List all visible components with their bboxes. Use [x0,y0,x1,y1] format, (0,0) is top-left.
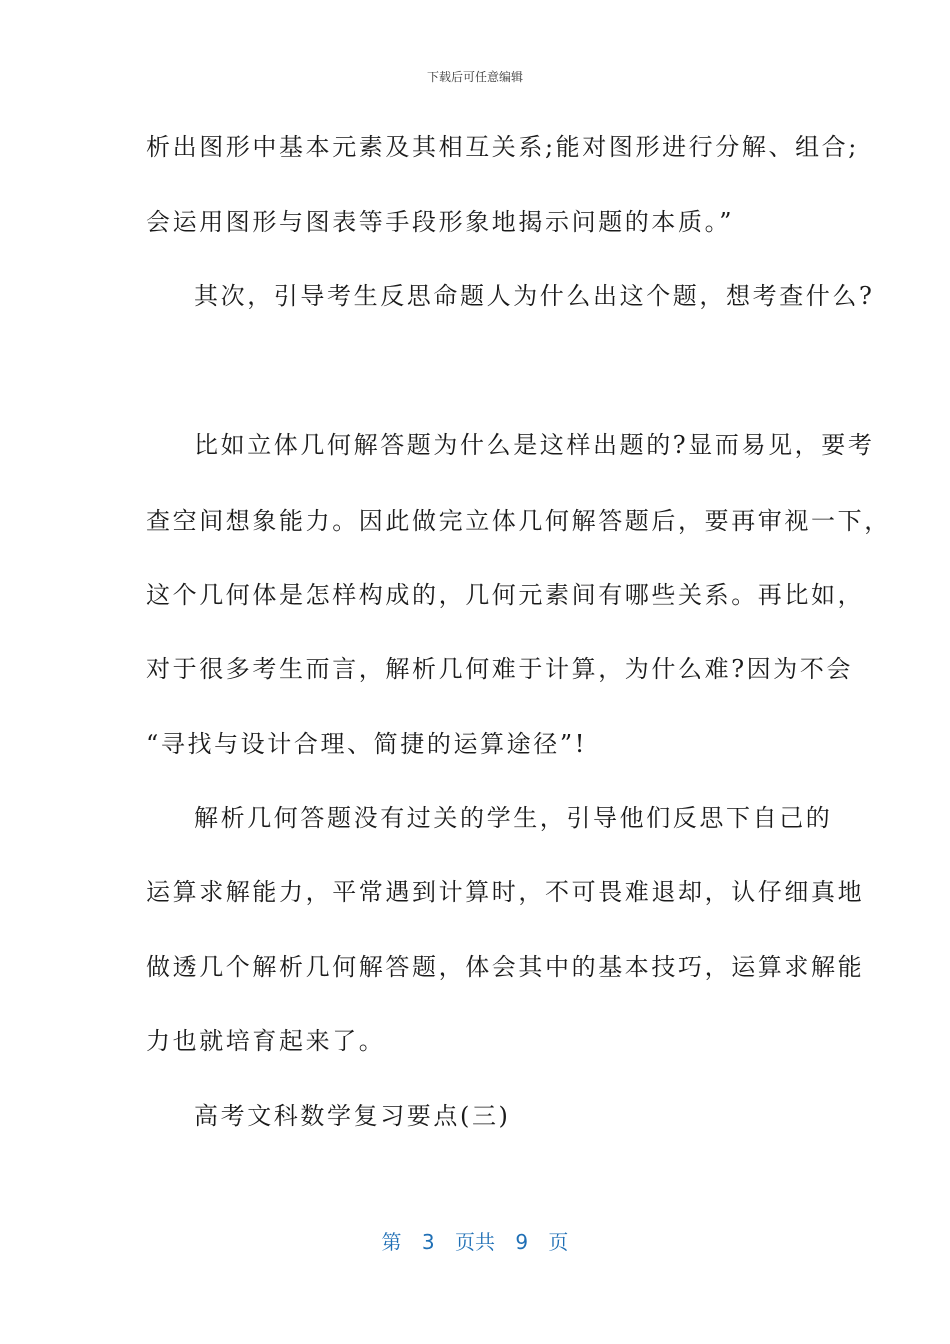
paragraph-line: 运算求解能力，平常遇到计算时，不可畏难退却，认仔细真地 [146,878,865,906]
paragraph-line: 这个几何体是怎样构成的，几何元素间有哪些关系。再比如， [146,581,865,609]
paragraph-line: 解析几何答题没有过关的学生，引导他们反思下自己的 [194,804,833,832]
paragraph-line: “寻找与设计合理、简捷的运算途径”! [146,730,587,758]
paragraph-line: 力也就培育起来了。 [146,1027,386,1055]
paragraph-line: 做透几个解析几何解答题，体会其中的基本技巧，运算求解能 [146,953,865,981]
paragraph-line: 其次，引导考生反思命题人为什么出这个题，想考查什么? [194,282,875,310]
section-heading: 高考文科数学复习要点(三) [194,1102,511,1130]
page-header: 下载后可任意编辑 [426,70,523,84]
paragraph-line: 会运用图形与图表等手段形象地揭示问题的本质。” [146,208,735,236]
paragraph-line: 查空间想象能力。因此做完立体几何解答题后，要再审视一下， [146,507,891,535]
paragraph-line: 比如立体几何解答题为什么是这样出题的?显而易见，要考 [194,431,875,459]
page-number-footer: 第 3 页共 9 页 [381,1230,569,1254]
paragraph-line: 对于很多考生而言，解析几何难于计算，为什么难?因为不会 [146,655,854,683]
paragraph-line: 析出图形中基本元素及其相互关系;能对图形进行分解、组合; [146,133,859,161]
